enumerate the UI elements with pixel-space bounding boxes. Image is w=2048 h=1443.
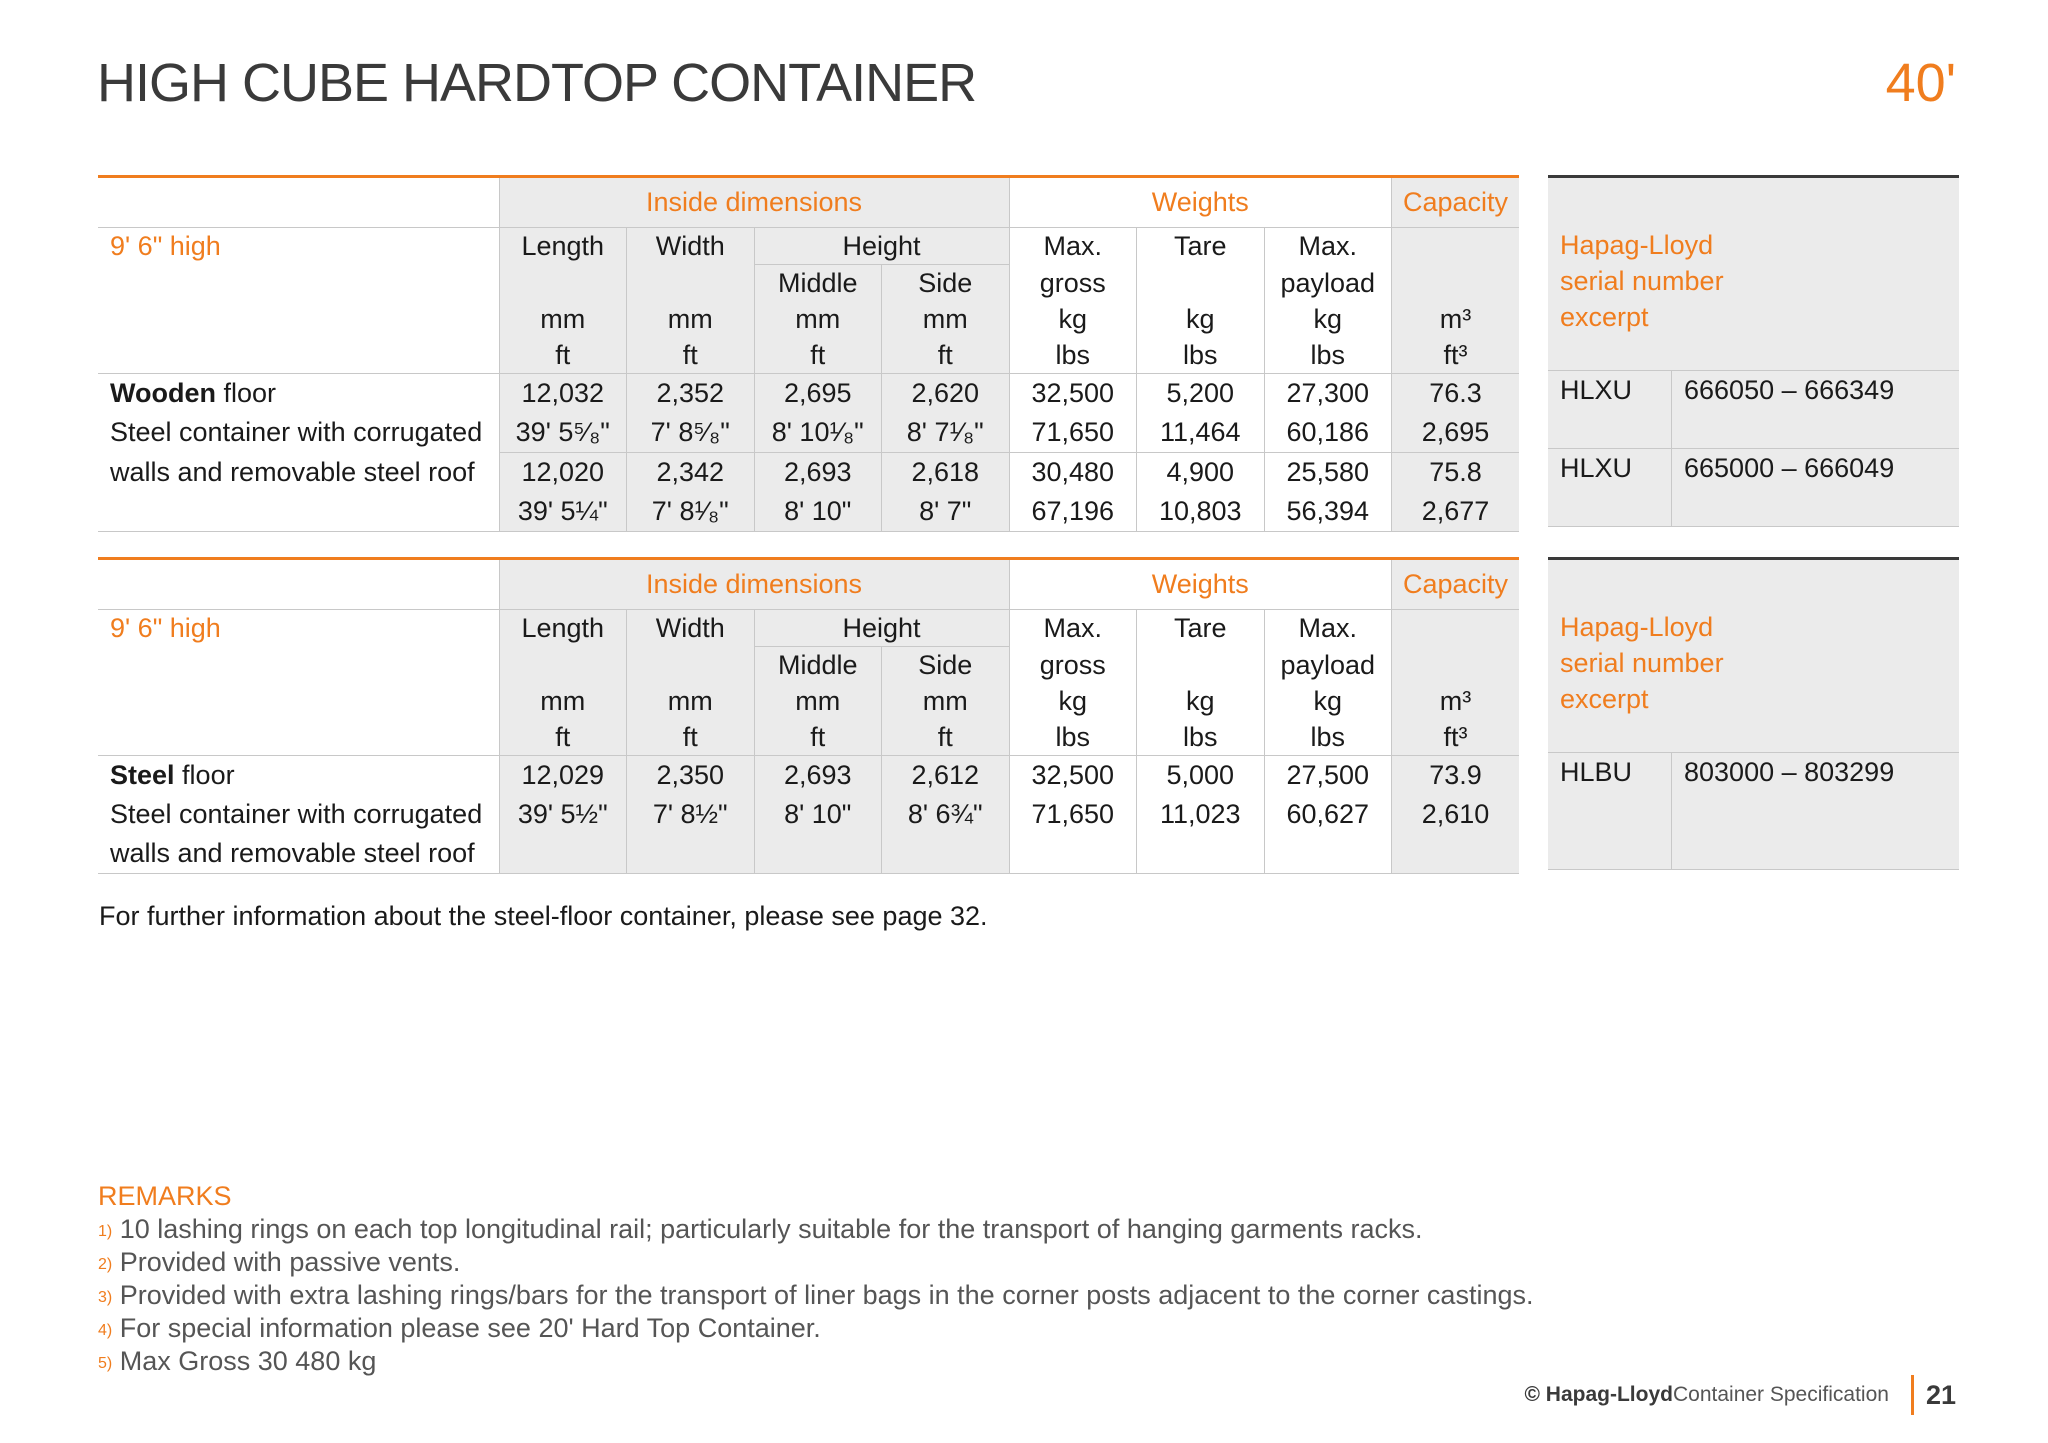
remarks-section	[98, 1180, 1533, 1378]
serial-range: 803000 – 803299	[1684, 757, 1895, 787]
serial-panel-steel	[1548, 557, 1959, 870]
page-title: HIGH CUBE HARDTOP CONTAINER	[97, 53, 977, 113]
table-row: Wooden floor 12,032 2,352 2,695 2,620 32,500 5,200 27,300 76.3	[98, 374, 1519, 414]
table-row: walls and removable steel roof 12,020 2,342 2,693 2,618 30,480 4,900 25,580 75.8	[98, 453, 1519, 493]
group-header-row	[98, 177, 1519, 228]
description-line: walls and removable steel roof	[110, 456, 475, 487]
col-max-gross: Max.	[1009, 610, 1137, 647]
description-line: walls and removable steel roof	[98, 834, 499, 874]
remarks-title: REMARKS	[98, 1181, 232, 1211]
footer-divider	[1911, 1375, 1914, 1415]
col-tare: Tare	[1137, 610, 1265, 647]
floor-type: Wooden floor	[110, 378, 277, 408]
page-footer	[1525, 1375, 1957, 1415]
group-capacity: Capacity	[1392, 177, 1520, 228]
col-middle: Middle	[754, 647, 882, 684]
group-capacity: Capacity	[1392, 559, 1520, 610]
column-header-row	[98, 228, 1519, 265]
col-payload: payload	[1264, 265, 1392, 302]
col-length: Length	[499, 228, 627, 265]
col-tare: Tare	[1137, 228, 1265, 265]
serial-prefix: HLXU	[1548, 449, 1672, 526]
height-class-label: 9' 6" high	[110, 231, 221, 261]
unit-row-metric: mm mm mm mm kg kg kg m³	[98, 683, 1519, 719]
remark-item: $^{1)}$ 10 lashing rings on each top longitudinal rail; particularly suitable for the transport of hanging garments racks.	[98, 1214, 1423, 1244]
table-row: Steel container with corrugated 39' 5⁵⁄₈" 7' 8⁵⁄₈" 8' 10¹⁄₈" 8' 7¹⁄₈" 71,650 11,464 60,186 2,695	[98, 413, 1519, 453]
footer-text: Container Specification	[1672, 1383, 1889, 1406]
unit-row-imperial: ft ft ft ft lbs lbs lbs ft³	[98, 719, 1519, 756]
remark-item: $^{4)}$ For special information please see 20' Hard Top Container.	[98, 1313, 821, 1343]
serial-header: Hapag-Lloyd serial number excerpt	[1548, 560, 1959, 753]
col-max-payload: Max.	[1264, 228, 1392, 265]
col-width: Width	[627, 228, 755, 265]
further-info-note: For further information about the steel-floor container, please see page 32.	[99, 901, 988, 931]
serial-prefix: HLBU	[1548, 753, 1672, 869]
height-class-label: 9' 6" high	[110, 613, 221, 643]
serial-panel-wooden	[1548, 175, 1959, 527]
table-row: Steel floor 12,029 2,350 2,693 2,612 32,500 5,000 27,500 73.9	[98, 756, 1519, 796]
col-middle: Middle	[754, 265, 882, 302]
serial-row	[1548, 753, 1959, 870]
table-row	[98, 834, 1519, 874]
group-inside-dimensions: Inside dimensions	[499, 177, 1009, 228]
serial-header: Hapag-Lloyd serial number excerpt	[1548, 178, 1959, 371]
group-weights: Weights	[1009, 177, 1392, 228]
column-header-row	[98, 610, 1519, 647]
serial-range: 666050 – 666349	[1684, 375, 1895, 405]
col-side: Side	[882, 265, 1010, 302]
table-row: Steel container with corrugated 39' 5½" 7' 8½" 8' 10" 8' 6¾" 71,650 11,023 60,627 2,610	[98, 795, 1519, 834]
serial-range: 665000 – 666049	[1684, 453, 1895, 483]
col-max-payload: Max.	[1264, 610, 1392, 647]
group-weights: Weights	[1009, 559, 1392, 610]
col-width: Width	[627, 610, 755, 647]
table-row: 39' 5¼" 7' 8¹⁄₈" 8' 10" 8' 7" 67,196 10,803 56,394 2,677	[98, 492, 1519, 532]
floor-type: Steel floor	[110, 760, 235, 790]
description-line: Steel container with corrugated	[110, 417, 483, 447]
remark-item: $^{2)}$ Provided with passive vents.	[98, 1247, 461, 1277]
page-number: 21	[1925, 1379, 1956, 1410]
serial-prefix: HLXU	[1548, 371, 1672, 448]
group-inside-dimensions: Inside dimensions	[499, 559, 1009, 610]
col-gross: gross	[1009, 265, 1137, 302]
unit-row-metric: mm mm mm mm kg kg kg m³	[98, 301, 1519, 337]
spec-table-steel	[98, 557, 1519, 874]
col-max-gross: Max.	[1009, 228, 1137, 265]
serial-row	[1548, 371, 1959, 449]
col-payload: payload	[1264, 647, 1392, 684]
serial-row	[1548, 449, 1959, 527]
remark-item: $^{3)}$ Provided with extra lashing rings/bars for the transport of liner bags in the corner posts adjacent to the corner castings.	[98, 1280, 1534, 1310]
col-height: Height	[754, 610, 1009, 647]
unit-row-imperial: ft ft ft ft lbs lbs lbs ft³	[98, 337, 1519, 374]
description-line: Steel container with corrugated	[110, 799, 483, 829]
col-gross: gross	[1009, 647, 1137, 684]
col-side: Side	[882, 647, 1010, 684]
remark-item: $^{5)}$ Max Gross 30 480 kg	[98, 1346, 377, 1376]
footer-brand: © Hapag-Lloyd	[1524, 1383, 1673, 1406]
container-size: 40'	[1885, 53, 1956, 113]
spec-table-wooden	[98, 175, 1519, 532]
col-length: Length	[499, 610, 627, 647]
group-header-row	[98, 559, 1519, 610]
col-height: Height	[754, 228, 1009, 265]
